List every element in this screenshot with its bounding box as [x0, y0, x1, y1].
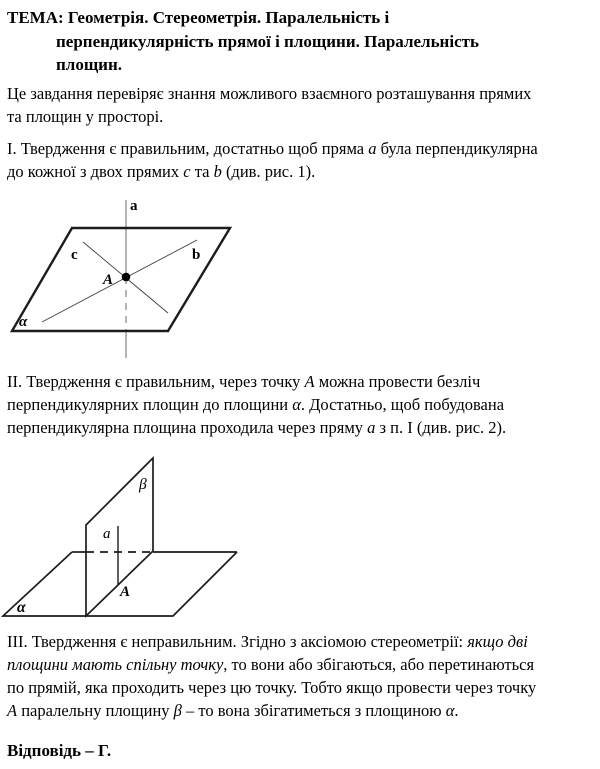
text-line: площини мають спільну точку, то вони або збігаються, або перетинаються	[7, 655, 535, 674]
title-line-3: площин.	[56, 55, 123, 74]
text-line: Це завдання перевіряє знання можливого взаємного розташування прямих	[7, 84, 532, 103]
figure-2-perpendicular-planes	[0, 450, 250, 625]
title-line-1: ТЕМА: Геометрія. Стереометрія. Паралельність і	[7, 8, 390, 27]
page-title	[7, 6, 479, 77]
text-line: І. Твердження є правильним, достатньо щоб пряма a була перпендикулярна	[7, 139, 538, 158]
figure-2-drawing	[0, 450, 250, 625]
text-line: перпендикулярних площин до площини α. Достатньо, щоб побудована	[7, 395, 505, 414]
answer-line: Відповідь – Г.	[7, 741, 112, 760]
text-line: та площин у просторі.	[7, 107, 164, 126]
plane-alpha-outline	[12, 228, 230, 331]
label-axis-a: a	[130, 198, 138, 214]
label-line-c: c	[71, 247, 78, 263]
title-line-2: перпендикулярність прямої і площини. Паралельність	[56, 31, 479, 51]
label-plane-beta: β	[139, 476, 147, 493]
text-line: перпендикулярна площина проходила через пряму a з п. І (див. рис. 2).	[7, 418, 507, 437]
label-point-a: A	[120, 584, 131, 600]
text-line: ІІ. Твердження є правильним, через точку A можна провести безліч	[7, 372, 481, 391]
text-line: ІІІ. Твердження є неправильним. Згідно з аксіомою стереометрії: якщо дві	[7, 632, 528, 651]
figure-1-drawing	[0, 195, 250, 365]
label-line-b: b	[192, 247, 201, 263]
line-b	[42, 240, 197, 322]
text-line: A паралельну площину β – то вона збігатиметься з площиною α.	[7, 701, 459, 720]
statement-2	[7, 370, 506, 439]
intro-paragraph	[7, 82, 531, 128]
point-a-dot	[122, 273, 131, 282]
text-line: по прямій, яка проходить через цю точку. Тобто якщо провести через точку	[7, 678, 537, 697]
text-line: до кожної з двох прямих c та b (див. рис. 1).	[7, 162, 316, 181]
label-line-a: a	[103, 526, 111, 542]
statement-3	[7, 630, 536, 722]
label-plane-alpha: α	[17, 599, 26, 616]
figure-1-perpendicular-line-to-plane	[0, 195, 250, 365]
statement-1	[7, 137, 538, 183]
label-point-a: A	[103, 272, 114, 288]
label-plane-alpha: α	[19, 314, 28, 330]
